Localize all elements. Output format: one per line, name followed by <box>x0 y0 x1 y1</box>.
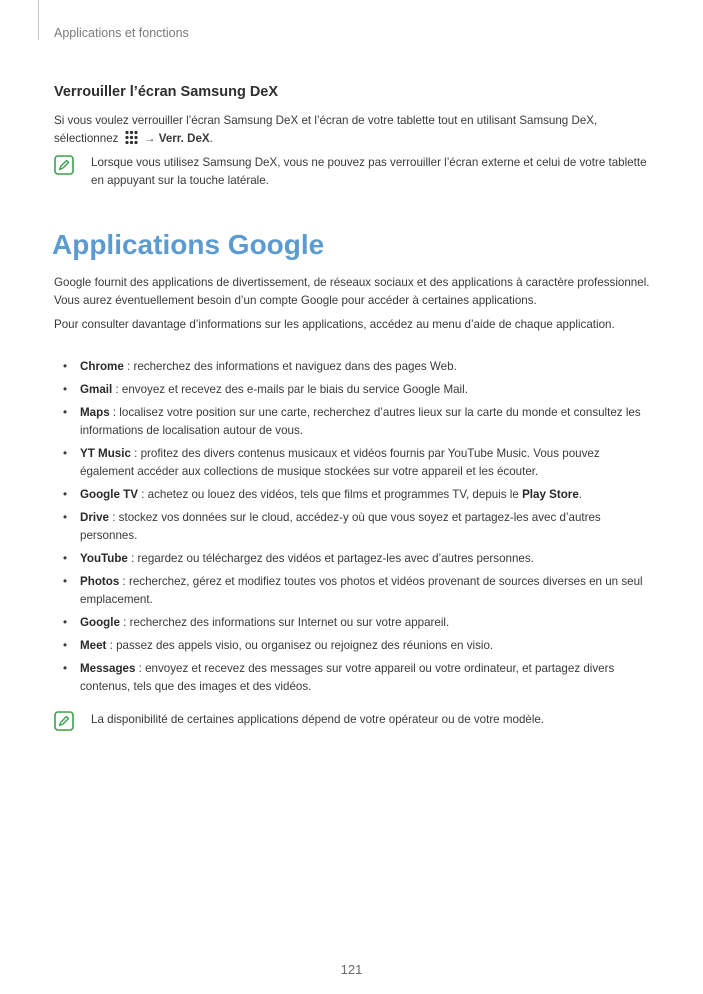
app-desc: : passez des appels visio, ou organisez ou rejoignez des réunions en visio. <box>106 639 494 652</box>
app-name: Google TV <box>80 488 138 501</box>
arrow-glyph: → <box>143 132 156 145</box>
section-title-dex-lock: Verrouiller l’écran Samsung DeX <box>54 84 279 100</box>
app-desc: : regardez ou téléchargez des vidéos et partagez-les avec d’autres personnes. <box>127 552 534 565</box>
bullet: • <box>63 383 68 396</box>
app-name: YT Music <box>80 447 131 460</box>
list-item-photos <box>54 573 654 609</box>
note-dex <box>54 154 654 194</box>
app-desc: : profitez des divers contenus musicaux et vidéos fournis par YouTube Music. Vous pouvez également accéder aux collections de musique stockées sur votre appareil et les écouter. <box>80 447 600 478</box>
sentence-end: . <box>209 132 213 145</box>
app-name: Google <box>80 616 120 629</box>
list-item-maps <box>54 404 654 440</box>
app-name: Chrome <box>80 360 124 373</box>
header-divider <box>38 0 39 40</box>
bullet: • <box>63 552 68 565</box>
bullet: • <box>63 488 68 501</box>
list-item-google-tv <box>54 486 654 504</box>
app-desc: : recherchez, gérez et modifiez toutes vos photos et vidéos provenant de sources diverses en un seul emplacement. <box>80 575 643 606</box>
note-dex-text: Lorsque vous utilisez Samsung DeX, vous ne pouvez pas verrouiller l’écran externe et celui de votre tablette en appuyant sur la touche latérale. <box>91 156 647 187</box>
note-availability <box>54 710 654 734</box>
list-item-gmail <box>54 381 654 399</box>
app-desc: : achetez ou louez des vidéos, tels que films et programmes TV, depuis le <box>137 488 523 501</box>
chapter-header: Applications et fonctions <box>54 26 189 40</box>
bullet: • <box>63 662 68 675</box>
note-pencil-icon <box>54 711 74 731</box>
google-intro: Google fournit des applications de divertissement, de réseaux sociaux et des applications à caractère professionnel. Vous aurez éventuellement besoin d’un compte Google pour accéder à certaines applications. <box>54 276 650 307</box>
list-item-youtube <box>54 550 654 568</box>
app-name: Maps <box>80 406 110 419</box>
list-item-chrome <box>54 358 654 376</box>
app-name: Messages <box>80 662 136 675</box>
list-item-drive <box>54 509 654 545</box>
note-pencil-icon <box>54 155 74 175</box>
bullet: • <box>63 616 68 629</box>
verr-dex-option: Verr. DeX <box>158 132 210 145</box>
note-availability-text: La disponibilité de certaines applications dépend de votre opérateur ou de votre modèle. <box>91 713 545 726</box>
app-name: Meet <box>80 639 107 652</box>
google-apps-list <box>54 358 654 701</box>
page-number: 121 <box>340 962 363 977</box>
bullet: • <box>63 639 68 652</box>
list-item-yt-music <box>54 445 654 481</box>
app-desc: : envoyez et recevez des e-mails par le biais du service Google Mail. <box>112 383 468 396</box>
app-desc: : recherchez des informations et naviguez dans des pages Web. <box>123 360 457 373</box>
app-name: Photos <box>80 575 120 588</box>
app-desc: : localisez votre position sur une carte, recherchez d’autres lieux sur la carte du monde et consultez les informations de localisation autour de vous. <box>80 406 641 437</box>
dex-lock-instructions <box>54 112 654 148</box>
play-store-name: Play Store <box>522 488 579 501</box>
google-help: Pour consulter davantage d’informations sur les applications, accédez au menu d’aide de chaque application. <box>54 318 615 331</box>
bullet: • <box>63 447 68 460</box>
app-desc: : envoyez et recevez des messages sur votre appareil ou votre ordinateur, et partagez divers contenus, tels que des images et des vidéos. <box>80 662 615 693</box>
app-name: Drive <box>80 511 110 524</box>
app-desc: : stockez vos données sur le cloud, accédez-y où que vous soyez et partagez-les avec d’autres personnes. <box>80 511 601 542</box>
bullet: • <box>63 406 68 419</box>
bullet: • <box>63 511 68 524</box>
list-item-meet <box>54 637 654 655</box>
section-title-google-apps: Applications Google <box>52 229 325 260</box>
apps-grid-icon <box>124 130 139 145</box>
list-item-google <box>54 614 654 632</box>
bullet: • <box>63 575 68 588</box>
dex-intro-text: Si vous voulez verrouiller l’écran Samsung DeX et l’écran de votre tablette tout en utilisant Samsung DeX, sélectionnez <box>54 114 598 145</box>
app-name: Gmail <box>80 383 113 396</box>
app-name: YouTube <box>80 552 128 565</box>
bullet: • <box>63 360 68 373</box>
app-desc: : recherchez des informations sur Internet ou sur votre appareil. <box>119 616 450 629</box>
sentence-end: . <box>578 488 583 501</box>
list-item-messages <box>54 660 654 696</box>
